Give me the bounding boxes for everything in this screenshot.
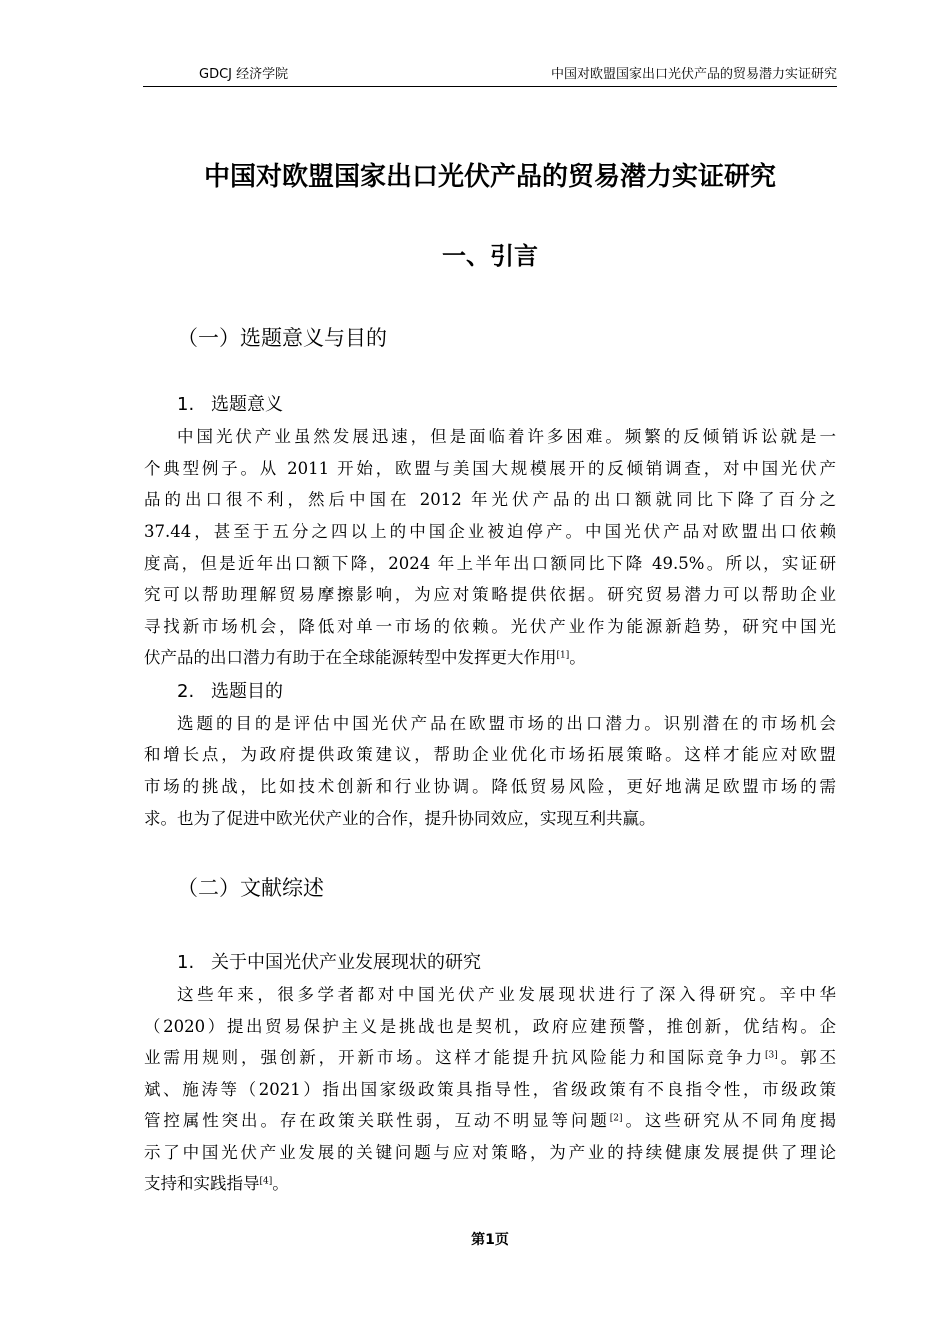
paragraph-line: 中国光伏产业虽然发展迅速，但是面临着许多困难。频繁的反倾销诉讼就是一 (177, 427, 836, 446)
paragraph-line: 个典型例子。从 2011 开始，欧盟与美国大规模展开的反倾销调查，对中国光伏产 (144, 459, 836, 478)
citation-ref: [2] (609, 1113, 623, 1124)
subsection-title-significance (177, 392, 283, 418)
citation-ref: [3] (765, 1050, 778, 1061)
subsection-title-industry-status (177, 950, 481, 976)
paragraph-line: 市场的挑战，比如技术创新和行业协调。降低贸易风险，更好地满足欧盟市场的需 (144, 777, 836, 796)
paragraph-line: （2020）提出贸易保护主义是挑战也是契机，政府应建预警，推创新，优结构。企 (144, 1017, 836, 1036)
paragraph-line: 37.44，甚至于五分之四以上的中国企业被迫停产。中国光伏产品对欧盟出口依赖 (144, 522, 836, 541)
paragraph-line: 和增长点，为政府提供政策建议，帮助企业优化市场拓展策略。这样才能应对欧盟 (144, 745, 836, 764)
paragraph-line: 究可以帮助理解贸易摩擦影响，为应对策略提供依据。研究贸易潜力可以帮助企业 (144, 585, 836, 604)
subsection-label: 选题意义 (211, 394, 283, 415)
citation-ref: [4] (259, 1176, 273, 1187)
paragraph-line: 求。也为了促进中欧光伏产业的合作，提升协同效应，实现互利共赢。 (144, 809, 656, 828)
paragraph-line: 寻找新市场机会，降低对单一市场的依赖。光伏产业作为能源新趋势，研究中国光 (144, 617, 836, 636)
line-text: 支持和实践指导 (144, 1174, 260, 1193)
line-text: 伏产品的出口潜力有助于在全球能源转型中发挥更大作用 (144, 648, 557, 667)
paragraph-line (144, 1173, 836, 1195)
chapter-title: 一、引言 (442, 242, 538, 270)
header-divider (143, 86, 837, 87)
line-text: 业需用规则，强创新，开新市场。这样才能提升抗风险能力和国际竞争力 (144, 1048, 766, 1067)
subsection-number: 2. (177, 681, 195, 702)
paragraph-line (144, 1110, 836, 1132)
paragraph-line: 度高，但是近年出口额下降，2024 年上半年出口额同比下降 49.5%。所以，实证研 (144, 554, 836, 573)
paragraph-line: 选题的目的是评估中国光伏产品在欧盟市场的出口潜力。识别潜在的市场机会 (177, 714, 836, 733)
line-tail: 。 (272, 1174, 289, 1193)
header-running-title: 中国对欧盟国家出口光伏产品的贸易潜力实证研究 (550, 67, 837, 82)
paragraph-line (144, 1047, 836, 1069)
section-title-purpose: （一）选题意义与目的 (177, 326, 387, 350)
page-number: 第1页 (471, 1232, 509, 1248)
line-tail: 。这些研究从不同角度揭 (622, 1111, 837, 1130)
subsection-title-objective (177, 679, 283, 705)
paragraph-line: 这些年来，很多学者都对中国光伏产业发展现状进行了深入得研究。辛中华 (177, 985, 836, 1004)
citation-ref: [1] (556, 650, 570, 661)
line-text: 管控属性突出。存在政策关联性弱，互动不明显等问题 (144, 1111, 610, 1130)
section-title-literature-review: （二）文献综述 (177, 876, 324, 900)
line-tail: 。 (569, 648, 586, 667)
subsection-label: 选题目的 (211, 681, 283, 702)
line-tail: 。郭丕 (777, 1048, 837, 1067)
paragraph-line: 斌、施涛等（2021）指出国家级政策具指导性，省级政策有不良指令性，市级政策 (144, 1080, 836, 1099)
subsection-number: 1. (177, 952, 195, 973)
header-school-name: GDCJ 经济学院 (199, 67, 289, 82)
paragraph-line (144, 647, 836, 669)
paragraph-line: 品的出口很不利，然后中国在 2012 年光伏产品的出口额就同比下降了百分之 (144, 490, 836, 509)
paragraph-line: 示了中国光伏产业发展的关键问题与应对策略，为产业的持续健康发展提供了理论 (144, 1143, 836, 1162)
subsection-number: 1. (177, 394, 195, 415)
subsection-label: 关于中国光伏产业发展现状的研究 (211, 952, 481, 973)
paper-title: 中国对欧盟国家出口光伏产品的贸易潜力实证研究 (203, 162, 776, 192)
